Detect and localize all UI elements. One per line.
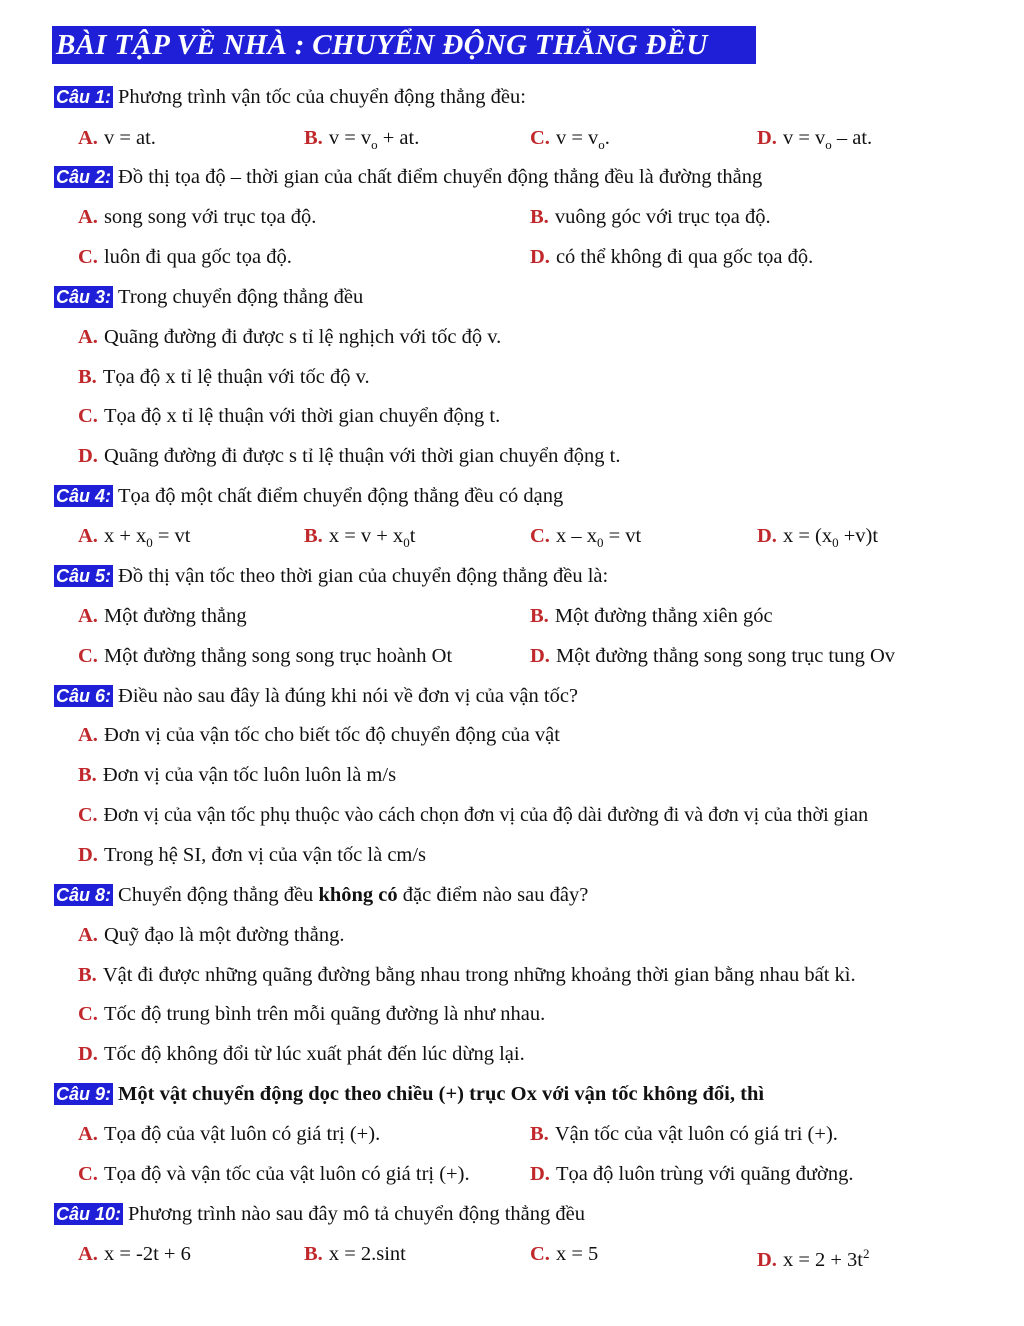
question-text: Trong chuyển động thẳng đều bbox=[118, 286, 364, 308]
q8-option-c[interactable]: C. Tốc độ trung bình trên mỗi quãng đường là như nhau. bbox=[78, 1003, 546, 1025]
q1-option-b[interactable]: B. $v = v_o$ + at. bbox=[304, 127, 420, 153]
q1-option-c[interactable]: C. $v = v_o$. bbox=[530, 127, 610, 153]
q8-option-b[interactable]: B. Vật đi được những quãng đường bằng nhau trong những khoảng thời gian bằng nhau bất kì. bbox=[78, 964, 856, 986]
question-label: Câu 4: bbox=[56, 486, 112, 506]
q3-option-a[interactable]: A. Quãng đường đi được s tỉ lệ nghịch với tốc độ v. bbox=[78, 326, 502, 348]
question-label: Câu 9: bbox=[56, 1084, 112, 1104]
question-5 bbox=[54, 563, 608, 589]
question-text: Đồ thị vận tốc theo thời gian của chuyển động thẳng đều là: bbox=[118, 565, 609, 587]
question-text: đặc điểm nào sau đây? bbox=[397, 884, 589, 906]
q1-option-d[interactable]: D. $v = v_o$ – at. bbox=[757, 127, 873, 153]
q8-option-d[interactable]: D. Tốc độ không đổi từ lúc xuất phát đến lúc dừng lại. bbox=[78, 1043, 525, 1065]
question-8 bbox=[54, 882, 588, 908]
question-text-bold: không có bbox=[318, 884, 398, 906]
q1-option-a[interactable]: A. v = at. bbox=[78, 127, 156, 149]
question-text: Phương trình nào sau đây mô tả chuyển động thẳng đều bbox=[128, 1203, 585, 1225]
question-text: Đồ thị tọa độ – thời gian của chất điểm chuyển động thẳng đều là đường thẳng bbox=[118, 166, 763, 188]
question-text: Phương trình vận tốc của chuyển động thẳng đều: bbox=[118, 86, 526, 108]
question-3 bbox=[54, 284, 363, 310]
question-1 bbox=[54, 84, 526, 110]
q2-option-b[interactable]: B. vuông góc với trục tọa độ. bbox=[530, 206, 771, 228]
q4-option-b[interactable]: B. $x = v + x_0t$ bbox=[304, 525, 416, 551]
q4-option-d[interactable]: D. $x = (x_0 +v)t$ bbox=[757, 525, 879, 551]
question-6 bbox=[54, 683, 578, 709]
question-10 bbox=[54, 1201, 585, 1227]
question-text: Điều nào sau đây là đúng khi nói về đơn vị của vận tốc? bbox=[118, 685, 579, 707]
q9-option-d[interactable]: D. Tọa độ luôn trùng với quãng đường. bbox=[530, 1163, 854, 1185]
question-text: Một vật chuyển động dọc theo chiều (+) trục Ox với vận tốc không đổi, thì bbox=[118, 1083, 765, 1105]
question-text: Chuyển động thẳng đều bbox=[118, 884, 319, 906]
question-2 bbox=[54, 164, 762, 190]
q3-option-b[interactable]: B. Tọa độ x tỉ lệ thuận với tốc độ v. bbox=[78, 366, 370, 388]
q9-option-b[interactable]: B. Vận tốc của vật luôn có giá tri (+). bbox=[530, 1123, 838, 1145]
question-label: Câu 6: bbox=[56, 686, 112, 706]
q6-option-b[interactable]: B. Đơn vị của vận tốc luôn luôn là m/s bbox=[78, 764, 397, 786]
question-text: Tọa độ một chất điểm chuyển động thẳng đều có dạng bbox=[118, 485, 564, 507]
question-label: Câu 1: bbox=[56, 87, 112, 107]
question-label: Câu 5: bbox=[56, 566, 112, 586]
q2-option-a[interactable]: A. song song với trục tọa độ. bbox=[78, 206, 317, 228]
question-label: Câu 2: bbox=[56, 167, 112, 187]
q4-option-a[interactable]: A. $x + x_0$ = vt bbox=[78, 525, 191, 551]
question-label: Câu 10: bbox=[56, 1204, 122, 1224]
q8-option-a[interactable]: A. Quỹ đạo là một đường thẳng. bbox=[78, 924, 345, 946]
page-title: BÀI TẬP VỀ NHÀ : CHUYỂN ĐỘNG THẲNG ĐỀU bbox=[52, 26, 756, 64]
question-9 bbox=[54, 1081, 764, 1107]
q3-option-c[interactable]: C. Tọa độ x tỉ lệ thuận với thời gian chuyển động t. bbox=[78, 405, 501, 427]
q5-option-c[interactable]: C. Một đường thẳng song song trục hoành Ot bbox=[78, 645, 453, 667]
q2-option-c[interactable]: C. luôn đi qua gốc tọa độ. bbox=[78, 246, 292, 268]
question-label: Câu 8: bbox=[56, 885, 112, 905]
q4-option-c[interactable]: C. x – $x_0$ = vt bbox=[530, 525, 642, 551]
q3-option-d[interactable]: D. Quãng đường đi được s tỉ lệ thuận với thời gian chuyển động t. bbox=[78, 445, 621, 467]
q5-option-a[interactable]: A. Một đường thẳng bbox=[78, 605, 247, 627]
q5-option-d[interactable]: D. Một đường thẳng song song trục tung Ov bbox=[530, 645, 896, 667]
q10-option-d[interactable]: D. $x = 2 + 3t^2$ bbox=[757, 1246, 870, 1271]
q6-option-d[interactable]: D. Trong hệ SI, đơn vị của vận tốc là cm/s bbox=[78, 844, 427, 866]
q9-option-a[interactable]: A. Tọa độ của vật luôn có giá trị (+). bbox=[78, 1123, 381, 1145]
q5-option-b[interactable]: B. Một đường thẳng xiên góc bbox=[530, 605, 773, 627]
q9-option-c[interactable]: C. Tọa độ và vận tốc của vật luôn có giá trị (+). bbox=[78, 1163, 470, 1185]
q10-option-b[interactable]: B. x = 2.sint bbox=[304, 1243, 406, 1265]
q6-option-c[interactable]: C. Đơn vị của vận tốc phụ thuộc vào cách chọn đơn vị của độ dài đường đi và đơn vị của thời gian bbox=[78, 804, 869, 826]
q6-option-a[interactable]: A. Đơn vị của vận tốc cho biết tốc độ chuyển động của vật bbox=[78, 724, 560, 746]
q10-option-a[interactable]: A. x = -2t + 6 bbox=[78, 1243, 191, 1265]
q10-option-c[interactable]: C. x = 5 bbox=[530, 1243, 599, 1265]
question-4 bbox=[54, 483, 563, 509]
question-label: Câu 3: bbox=[56, 287, 112, 307]
q2-option-d[interactable]: D. có thể không đi qua gốc tọa độ. bbox=[530, 246, 814, 268]
